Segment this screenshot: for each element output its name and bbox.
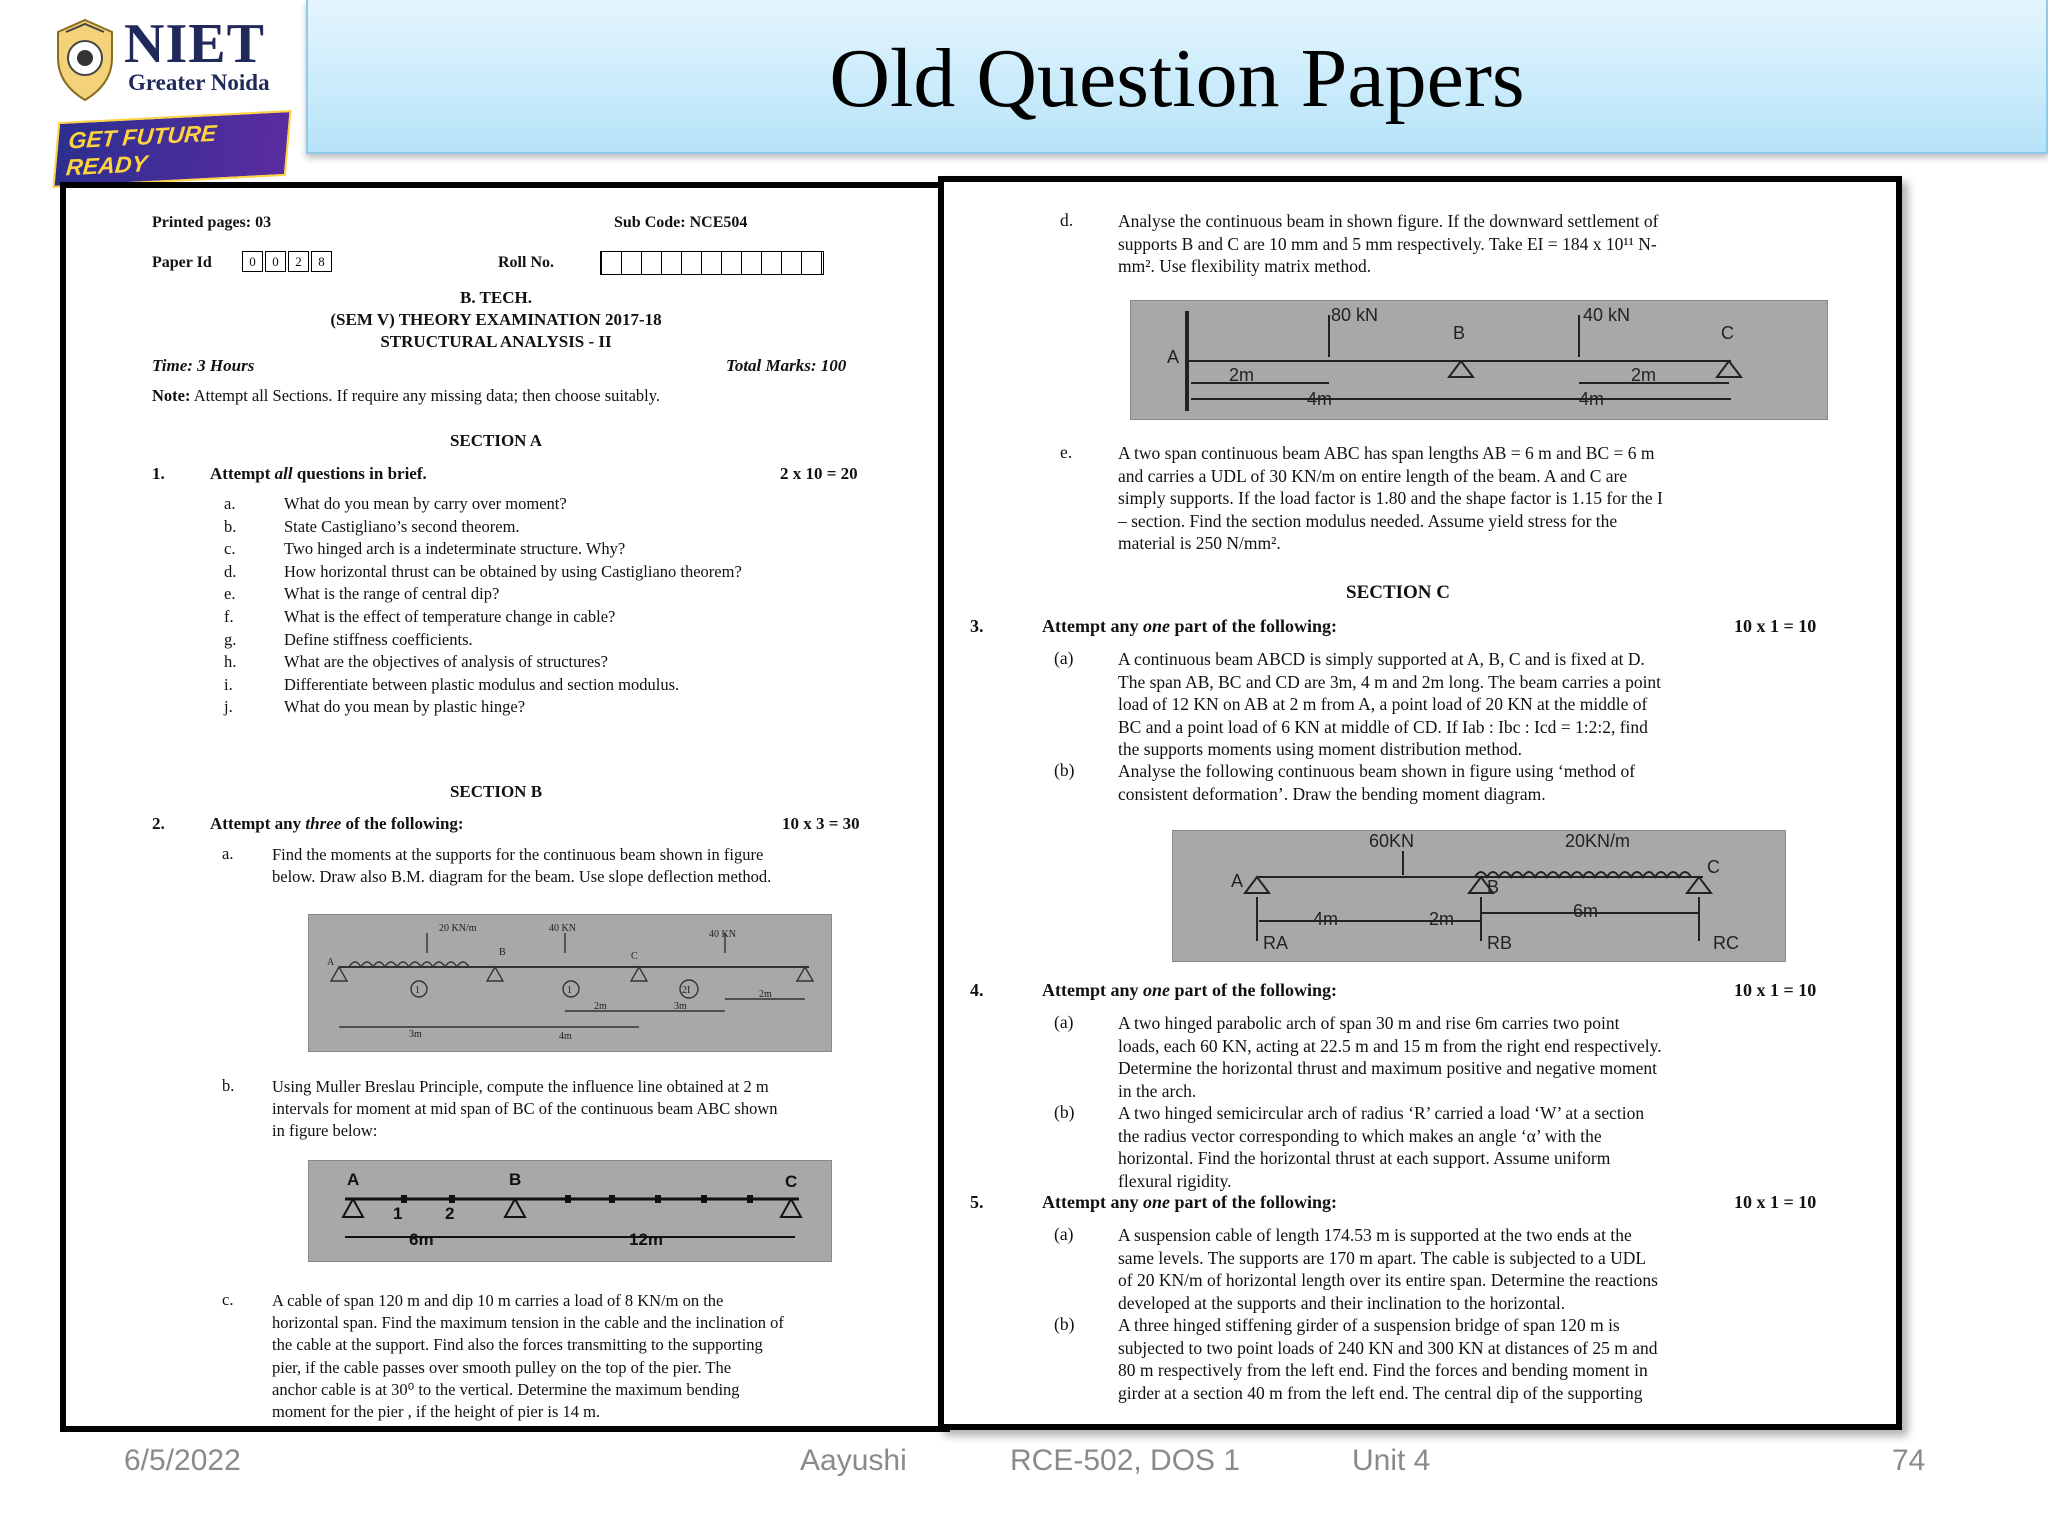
q4b-text xyxy=(1118,1102,1644,1192)
q5b-label: (b) xyxy=(1054,1314,1075,1334)
qd-label: d. xyxy=(1060,210,1074,230)
fig1-label-b: B xyxy=(499,947,506,958)
q5-number: 5. xyxy=(970,1192,984,1212)
q1-number: 1. xyxy=(152,464,165,483)
q1-item-text: What is the effect of temperature change in cable? xyxy=(284,607,616,626)
qe-line: – section. Find the section modulus needed. Assume yield stress for the xyxy=(1118,510,1618,531)
question-paper-page-1 xyxy=(60,182,950,1432)
q3-number: 3. xyxy=(970,616,984,636)
q5b-line: 80 m respectively from the left end. Find the forces and bending moment in xyxy=(1118,1360,1648,1380)
q1-post: questions in brief. xyxy=(292,464,427,483)
sub-code: Sub Code: NCE504 xyxy=(614,214,748,231)
q4b-line: the radius vector corresponding to which makes an angle ‘α’ with the xyxy=(1118,1125,1602,1146)
beam-figure-1 xyxy=(308,914,832,1052)
q5a-line: of 20 KN/m of horizontal length over its entire span. Determine the reactions xyxy=(1118,1270,1658,1290)
q3-instruction xyxy=(1042,616,1337,637)
q4b-line: horizontal. Find the horizontal thrust at each support. Assume uniform xyxy=(1118,1148,1611,1168)
fig2-point-2: 2 xyxy=(445,1204,455,1223)
q3a-line: BC and a point load of 6 KN at middle of CD. If Iab : Ibc : Icd = 1:2:2, find xyxy=(1118,716,1648,737)
q2c-text xyxy=(272,1290,784,1423)
q1-item-letter: h. xyxy=(224,652,237,672)
q2-instruction xyxy=(210,813,464,835)
q3a-line: A continuous beam ABCD is simply supported at A, B, C and is fixed at D. xyxy=(1118,649,1645,669)
q2c-line: the cable at the support. Find also the forces transmitting to the supporting xyxy=(272,1335,763,1355)
q5b-line: girder at a section 40 m from the left end. The central dip of the supporting xyxy=(1118,1382,1643,1403)
question-paper-page-2 xyxy=(938,176,1902,1430)
beam-figure-2-drawing xyxy=(309,1161,831,1261)
q4-marks: 10 x 1 = 10 xyxy=(1734,980,1817,1000)
q5b-text xyxy=(1118,1314,1658,1404)
q5a-line: A suspension cable of length 174.53 m is supported at the two ends at the xyxy=(1118,1225,1632,1245)
q1-item-text: Two hinged arch is a indeterminate structure. Why? xyxy=(284,539,626,559)
exam-total-marks: Total Marks: 100 xyxy=(726,356,847,375)
footer-course: RCE-502, DOS 1 xyxy=(1010,1444,1241,1477)
q4a-label: (a) xyxy=(1054,1012,1074,1032)
fig2-label-b: B xyxy=(509,1170,522,1189)
q2-marks: 10 x 3 = 30 xyxy=(782,814,860,833)
title-banner xyxy=(306,0,2048,154)
beam-figure-4-drawing xyxy=(1173,831,1785,961)
fig4-load-2: 20KN/m xyxy=(1565,831,1631,851)
q3-post: part of the following: xyxy=(1170,616,1337,636)
roll-no-label: Roll No. xyxy=(498,254,554,271)
q2b-line: in figure below: xyxy=(272,1121,378,1140)
q1-instruction xyxy=(210,463,427,485)
paper-id-digit: 2 xyxy=(288,251,309,272)
q3a-text xyxy=(1118,648,1661,761)
q4a-line: A two hinged parabolic arch of span 30 m and rise 6m carries two point xyxy=(1118,1013,1620,1033)
fig3-dim-4: 4m xyxy=(1579,389,1605,409)
q5-instruction xyxy=(1042,1192,1337,1213)
q5a-text xyxy=(1118,1224,1658,1314)
exam-heading-1: B. TECH. xyxy=(460,288,532,307)
q1-item-letter: f. xyxy=(224,607,234,626)
exam-note xyxy=(152,386,660,406)
q5-post: part of the following: xyxy=(1170,1192,1337,1212)
paper-id-digit: 0 xyxy=(242,251,263,272)
q2c-line: A cable of span 120 m and dip 10 m carries a load of 8 KN/m on the xyxy=(272,1291,724,1310)
qe-label: e. xyxy=(1060,442,1073,462)
fig4-reaction-c: RC xyxy=(1713,933,1739,953)
qd-text xyxy=(1118,210,1658,278)
q5b-line: A three hinged stiffening girder of a suspension bridge of span 120 m is xyxy=(1118,1315,1620,1335)
logo-subtitle: Greater Noida xyxy=(128,70,270,95)
beam-figure-1-drawing xyxy=(309,915,831,1051)
q5-pre: Attempt any xyxy=(1042,1192,1143,1212)
q2b-label: b. xyxy=(222,1076,235,1095)
paper-id-digit: 0 xyxy=(265,251,286,272)
roll-no-boxes xyxy=(600,251,824,275)
exam-heading-2: (SEM V) THEORY EXAMINATION 2017-18 xyxy=(330,310,662,329)
paper-id-boxes xyxy=(242,251,334,272)
beam-figure-4 xyxy=(1172,830,1786,962)
q4-instruction xyxy=(1042,980,1337,1001)
fig1-inertia-3: 2I xyxy=(682,985,691,996)
fig3-load-1: 80 kN xyxy=(1331,305,1379,325)
q2b-line: intervals for moment at mid span of BC of the continuous beam ABC shown xyxy=(272,1099,778,1118)
logo-tagline: GET FUTURE READY xyxy=(52,110,291,188)
footer-author: Aayushi xyxy=(800,1444,907,1477)
fig3-label-c: C xyxy=(1721,323,1734,343)
q3b-text xyxy=(1118,760,1635,805)
fig3-load-2: 40 kN xyxy=(1583,305,1631,325)
q3-pre: Attempt any xyxy=(1042,616,1143,636)
qe-text xyxy=(1118,442,1663,555)
q1-item-letter: d. xyxy=(224,561,237,581)
fig4-label-c: C xyxy=(1707,857,1720,877)
q3b-label: (b) xyxy=(1054,760,1075,780)
q3a-line: load of 12 KN on AB at 2 m from A, a point load of 20 KN at the middle of xyxy=(1118,694,1648,714)
q1-item-text: Differentiate between plastic modulus and section modulus. xyxy=(284,674,680,694)
q2a-text xyxy=(272,844,771,888)
qd-line: supports B and C are 10 mm and 5 mm respectively. Take EI = 184 x 10¹¹ N- xyxy=(1118,233,1657,254)
fig3-dim-2: 2m xyxy=(1631,365,1657,385)
q5-marks: 10 x 1 = 10 xyxy=(1734,1192,1817,1212)
q4a-line: loads, each 60 KN, acting at 22.5 m and 15 m from the right end respectively. xyxy=(1118,1035,1662,1056)
q2-em: three xyxy=(305,814,342,833)
fig1-dim-3: 2m xyxy=(594,1001,607,1012)
note-text: Attempt all Sections. If require any missing data; then choose suitably. xyxy=(193,386,661,405)
fig1-dim-2: 4m xyxy=(559,1031,572,1042)
q3a-line: the supports moments using moment distribution method. xyxy=(1118,739,1522,759)
exam-heading-3: STRUCTURAL ANALYSIS - II xyxy=(380,332,612,351)
footer-unit: Unit 4 xyxy=(1352,1444,1431,1477)
q5b-line: subjected to two point loads of 240 KN and 300 KN at distances of 25 m and xyxy=(1118,1337,1658,1358)
q1-item-letter: g. xyxy=(224,629,237,649)
niet-emblem-icon xyxy=(52,18,118,102)
fig3-dim-3: 4m xyxy=(1307,389,1333,409)
fig2-label-a: A xyxy=(347,1170,360,1189)
exam-time: Time: 3 Hours xyxy=(152,356,255,375)
q5a-line: developed at the supports and their inclination to the horizontal. xyxy=(1118,1292,1566,1313)
fig1-inertia-2: 1 xyxy=(567,985,572,996)
q4a-line: in the arch. xyxy=(1118,1080,1197,1101)
beam-figure-3 xyxy=(1130,300,1828,420)
q1-item-text: What is the range of central dip? xyxy=(284,584,500,604)
fig2-label-c: C xyxy=(785,1172,798,1191)
fig4-label-b: B xyxy=(1487,877,1500,897)
q1-pre: Attempt xyxy=(210,464,275,483)
fig1-dim-5: 2m xyxy=(759,989,772,1000)
q4-em: one xyxy=(1143,980,1170,1000)
fig3-label-a: A xyxy=(1167,347,1180,367)
fig1-label-c: C xyxy=(631,951,638,962)
fig1-label-a: A xyxy=(327,957,335,968)
q2a-line: below. Draw also B.M. diagram for the beam. Use slope deflection method. xyxy=(272,867,772,886)
paper-id-digit: 8 xyxy=(311,251,332,272)
printed-pages: Printed pages: 03 xyxy=(152,214,272,231)
paper-id-label: Paper Id xyxy=(152,254,212,271)
q4-number: 4. xyxy=(970,980,984,1000)
q1-item-letter: j. xyxy=(224,697,233,717)
q1-item-letter: i. xyxy=(224,674,233,694)
fig2-span-1: 6m xyxy=(409,1230,434,1249)
q3b-line: Analyse the following continuous beam shown in figure using ‘method of xyxy=(1118,761,1636,781)
slide-title: Old Question Papers xyxy=(829,32,1525,125)
q2a-label: a. xyxy=(222,844,234,863)
q3a-label: (a) xyxy=(1054,648,1074,668)
q4b-label: (b) xyxy=(1054,1102,1075,1122)
fig2-point-1: 1 xyxy=(393,1204,403,1223)
footer-page-number: 74 xyxy=(1892,1444,1926,1477)
qe-line: material is 250 N/mm². xyxy=(1118,533,1281,553)
q5a-line: same levels. The supports are 170 m apart. The cable is subjected to a UDL xyxy=(1118,1247,1647,1268)
qd-line: mm². Use flexibility matrix method. xyxy=(1118,256,1372,276)
q2c-label: c. xyxy=(222,1290,234,1309)
q2b-line: Using Muller Breslau Principle, compute the influence line obtained at 2 m xyxy=(272,1077,769,1096)
q2b-text xyxy=(272,1076,777,1142)
logo-name: NIET xyxy=(124,13,265,75)
qe-line: A two span continuous beam ABC has span lengths AB = 6 m and BC = 6 m xyxy=(1118,443,1655,463)
q1-item-text: What are the objectives of analysis of structures? xyxy=(284,652,608,672)
q2c-line: moment for the pier , if the height of pier is 14 m. xyxy=(272,1402,601,1422)
fig1-dim-1: 3m xyxy=(409,1029,422,1040)
q2-number: 2. xyxy=(152,814,165,833)
qe-line: and carries a UDL of 30 KN/m on entire length of the beam. A and C are xyxy=(1118,465,1628,486)
fig4-reaction-a: RA xyxy=(1263,933,1289,953)
q2-pre: Attempt any xyxy=(210,814,306,833)
fig1-load-1: 20 KN/m xyxy=(439,923,477,934)
fig4-dim-2: 2m xyxy=(1429,909,1455,929)
q4-post: part of the following: xyxy=(1170,980,1337,1000)
note-label: Note: xyxy=(152,386,191,405)
q1-item-text: What do you mean by carry over moment? xyxy=(284,494,567,513)
q5-em: one xyxy=(1143,1192,1170,1212)
q5a-label: (a) xyxy=(1054,1224,1074,1244)
q3b-line: consistent deformation’. Draw the bending moment diagram. xyxy=(1118,783,1546,804)
qd-line: Analyse the continuous beam in shown figure. If the downward settlement of xyxy=(1118,211,1659,231)
q1-marks: 2 x 10 = 20 xyxy=(780,464,858,483)
q1-item-text: State Castigliano’s second theorem. xyxy=(284,516,520,536)
q3-marks: 10 x 1 = 10 xyxy=(1734,616,1817,636)
section-c-heading: SECTION C xyxy=(1346,582,1450,603)
q2c-line: pier, if the cable passes over smooth pulley on the top of the pier. The xyxy=(272,1357,732,1377)
fig4-dim-3: 6m xyxy=(1573,901,1599,921)
section-a-heading: SECTION A xyxy=(449,431,543,450)
fig3-label-b: B xyxy=(1453,323,1466,343)
q4a-line: Determine the horizontal thrust and maximum positive and negative moment xyxy=(1118,1058,1657,1078)
fig4-label-a: A xyxy=(1231,871,1244,891)
q2-post: of the following: xyxy=(341,814,464,833)
fig1-inertia-1: 1 xyxy=(415,985,420,996)
q1-item-letter: a. xyxy=(224,494,236,513)
q2c-line: anchor cable is at 30⁰ to the vertical. Determine the maximum bending xyxy=(272,1379,740,1399)
q1-item-text: What do you mean by plastic hinge? xyxy=(284,697,526,717)
fig4-reaction-b: RB xyxy=(1487,933,1513,953)
fig1-load-3: 40 KN xyxy=(709,929,736,940)
q4b-line: flexural rigidity. xyxy=(1118,1170,1232,1191)
fig4-dim-1: 4m xyxy=(1313,909,1339,929)
fig3-dim-1: 2m xyxy=(1229,365,1255,385)
q1-em: all xyxy=(274,464,293,483)
q4-pre: Attempt any xyxy=(1042,980,1143,1000)
q4b-line: A two hinged semicircular arch of radius ‘R’ carried a load ‘W’ at a section xyxy=(1118,1103,1645,1123)
q1-item-letter: b. xyxy=(224,516,237,536)
niet-logo xyxy=(48,8,288,181)
q4a-text xyxy=(1118,1012,1662,1102)
q2c-line: horizontal span. Find the maximum tension in the cable and the inclination of xyxy=(272,1313,784,1333)
q1-item-letter: c. xyxy=(224,539,236,559)
q1-item-letter: e. xyxy=(224,584,236,604)
q3-em: one xyxy=(1143,616,1170,636)
section-b-heading: SECTION B xyxy=(449,782,543,801)
fig2-span-2: 12m xyxy=(629,1230,664,1249)
beam-figure-3-drawing xyxy=(1131,301,1827,419)
q3a-line: The span AB, BC and CD are 3m, 4 m and 2m long. The beam carries a point xyxy=(1118,671,1662,692)
beam-figure-2 xyxy=(308,1160,832,1262)
fig1-dim-4: 3m xyxy=(674,1001,687,1012)
q2a-line: Find the moments at the supports for the continuous beam shown in figure xyxy=(272,845,764,864)
qe-line: simply supports. If the load factor is 1.80 and the shape factor is 1.15 for the I xyxy=(1118,488,1663,508)
fig1-load-2: 40 KN xyxy=(549,923,576,934)
footer-date: 6/5/2022 xyxy=(124,1444,241,1477)
q1-item-text: Define stiffness coefficients. xyxy=(284,629,473,649)
q1-item-text: How horizontal thrust can be obtained by using Castigliano theorem? xyxy=(284,561,742,581)
fig4-load-1: 60KN xyxy=(1369,831,1415,851)
